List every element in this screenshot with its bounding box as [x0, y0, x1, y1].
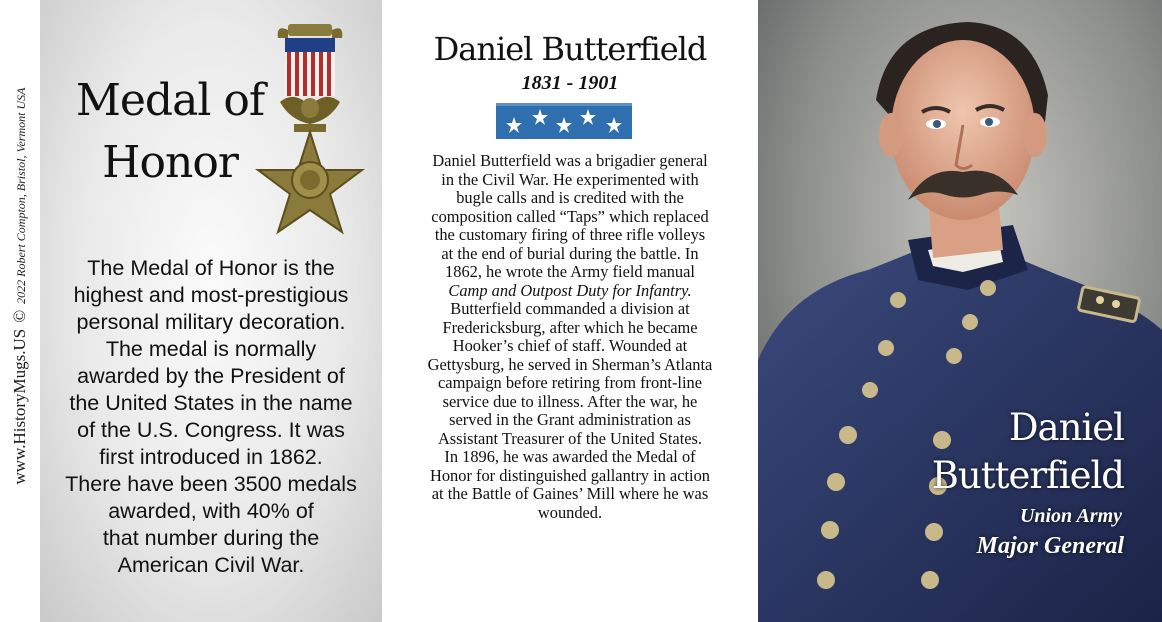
- copyright-notice: 2022 Robert Compton, Bristol, Vermont USA: [14, 87, 28, 304]
- medal-description-line: awarded, with 40% of: [108, 499, 314, 523]
- copyright-strip: [0, 0, 40, 622]
- bio-line: served in the Grant administration as: [449, 410, 691, 429]
- bio-line: wounded.: [537, 502, 603, 522]
- bio-line: Hooker’s chief of staff. Wounded at: [452, 336, 688, 355]
- bio-line: composition called “Taps” which replaced: [431, 206, 709, 226]
- medal-title-line: Honor: [102, 137, 238, 188]
- medal-of-honor-panel: [40, 0, 382, 622]
- medal-description-line: There have been 3500 medals: [65, 472, 357, 496]
- medal-description-line: highest and most-prestigious: [73, 283, 349, 307]
- bio-line: In 1896, he was awarded the Medal of: [444, 447, 696, 466]
- medal-of-honor-image: [250, 20, 370, 252]
- bio-line: Gettysburg, he served in Sherman’s Atlanta: [427, 354, 713, 374]
- website-label: www.HistoryMugs.US: [10, 328, 29, 485]
- bio-line: in the Civil War. He experimented with: [441, 169, 699, 189]
- bio-line: Butterfield commanded a division at: [450, 299, 690, 318]
- portrait-image: [758, 0, 1162, 622]
- portrait-name-line: Daniel: [1008, 406, 1124, 449]
- copyright-symbol: ©: [10, 309, 29, 323]
- medal-description-line: first introduced in 1862.: [99, 445, 323, 469]
- biography-text: [386, 152, 754, 522]
- medal-description: [58, 255, 364, 579]
- bio-dates: 1831 - 1901: [521, 72, 619, 94]
- bio-line: service due to illness. After the war, he: [442, 391, 698, 411]
- bio-line: the customary firing of three rifle volleys: [434, 225, 706, 244]
- bio-line: campaign before retiring from front-line: [438, 373, 702, 392]
- medal-title: [70, 70, 270, 194]
- medal-description-line: The Medal of Honor is the: [87, 256, 335, 280]
- portrait-unit-caption: Union Army: [1019, 505, 1122, 527]
- medal-description-line: personal military decoration.: [76, 310, 346, 334]
- portrait-name-caption: [932, 404, 1124, 500]
- medal-description-line: The medal is normally: [105, 337, 317, 361]
- bio-line: Assistant Treasurer of the United States.: [437, 428, 703, 448]
- medal-description-line: of the U.S. Congress. It was: [77, 418, 345, 442]
- portrait-panel: [758, 0, 1162, 622]
- portrait-rank-caption: Major General: [976, 533, 1124, 559]
- bio-line: at the end of burial during the battle. In: [441, 243, 699, 263]
- medal-title-line: Medal of: [75, 75, 265, 126]
- bio-line: 1862, he wrote the Army field manual: [445, 262, 695, 281]
- bio-line: at the Battle of Gaines’ Mill where he was: [431, 484, 709, 503]
- medal-description-line: American Civil War.: [117, 553, 305, 577]
- copyright-text: [10, 88, 30, 485]
- bio-line: bugle calls and is credited with the: [456, 188, 684, 207]
- bio-line: Daniel Butterfield was a brigadier general: [432, 151, 708, 170]
- bio-name-heading: Daniel Butterfield: [433, 30, 707, 68]
- bio-line-book-title: Camp and Outpost Duty for Infantry.: [448, 280, 692, 300]
- rank-ribbon-stars-icon: [496, 103, 632, 139]
- bio-line: Fredericksburg, after which he became: [442, 317, 698, 337]
- portrait-name-line: Butterfield: [931, 454, 1124, 497]
- medal-description-line: the United States in the name: [69, 391, 353, 415]
- medal-description-line: awarded by the President of: [77, 364, 345, 388]
- biography-panel: [382, 0, 758, 622]
- bio-line: Honor for distinguished gallantry in action: [430, 465, 710, 485]
- medal-description-line: that number during the: [102, 526, 320, 550]
